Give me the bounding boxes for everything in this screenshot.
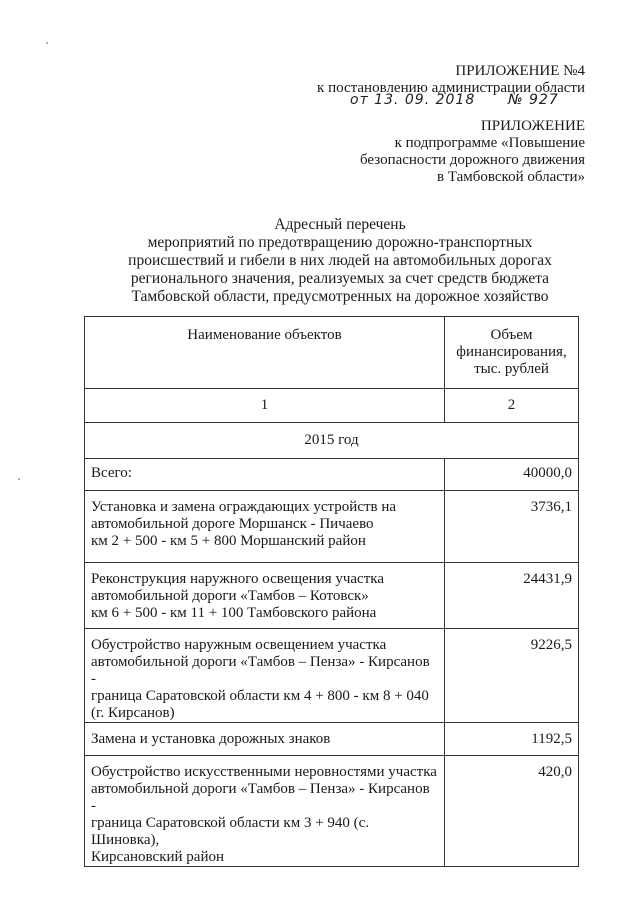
doc-title <box>60 216 620 306</box>
appendix-title: ПРИЛОЖЕНИЕ №4 <box>455 63 585 79</box>
object-name-line: Установка и замена ограждающих устройств на <box>91 499 397 515</box>
doc-title-line2: мероприятий по предотвращению дорожно-транспортных <box>147 234 533 251</box>
table-row <box>85 723 579 756</box>
object-name-line: Всего: <box>91 465 132 481</box>
header-row <box>85 317 579 389</box>
scan-speck <box>18 478 20 480</box>
object-name-cell <box>85 491 445 563</box>
object-name-line: граница Саратовской области км 4 + 800 - км 8 + 040 <box>91 688 429 704</box>
object-name-cell <box>85 563 445 629</box>
object-name-line: граница Саратовской области км 3 + 940 (с. Шиновка), <box>91 815 370 848</box>
subappendix-title: ПРИЛОЖЕНИЕ <box>480 118 585 134</box>
doc-title-line4: регионального значения, реализуемых за счет средств бюджета <box>130 270 550 287</box>
subappendix-line1: к подпрограмме «Повышение <box>394 135 585 151</box>
financing-value: 3736,1 <box>445 491 579 563</box>
doc-title-line5: Тамбовской области, предусмотренных на дорожное хозяйство <box>131 288 549 305</box>
object-name-line: км 6 + 500 - км 11 + 100 Тамбовского района <box>91 605 377 621</box>
object-name-line: км 2 + 500 - км 5 + 800 Моршанский район <box>91 533 366 549</box>
object-name-line: Замена и установка дорожных знаков <box>91 731 331 747</box>
object-name-cell <box>85 723 445 756</box>
objects-table <box>84 316 579 867</box>
object-name-line: автомобильной дороги «Тамбов – Пенза» - Кирсанов - <box>91 781 430 814</box>
doc-title-line1: Адресный перечень <box>274 216 406 233</box>
doc-title-line3: происшествий и гибели в них людей на автомобильных дорогах <box>128 252 552 269</box>
object-name-line: Обустройство наружным освещением участка <box>91 637 387 653</box>
appendix-resolution: к постановлению администрации области <box>317 80 585 96</box>
table-row <box>85 756 579 867</box>
object-name-cell <box>85 459 445 491</box>
financing-value: 9226,5 <box>445 629 579 723</box>
col2-header-line2: финансирования, <box>456 344 567 360</box>
object-name-line: автомобильной дороге Моршанск - Пичаево <box>91 516 374 532</box>
handwritten-date: от 13. 09. 2018 <box>350 92 476 108</box>
year-label: 2015 год <box>85 423 579 459</box>
col2-header-line3: тыс. рублей <box>474 361 549 377</box>
col1-number: 1 <box>85 389 445 423</box>
object-name-line: (г. Кирсанов) <box>91 705 175 721</box>
table-row <box>85 563 579 629</box>
object-name-cell <box>85 629 445 723</box>
table-row <box>85 629 579 723</box>
year-row <box>85 423 579 459</box>
col1-header: Наименование объектов <box>85 317 445 389</box>
scan-speck <box>46 42 48 44</box>
subappendix-line3: в Тамбовской области» <box>436 169 585 185</box>
financing-value: 1192,5 <box>445 723 579 756</box>
object-name-line: Обустройство искусственными неровностями участка <box>91 764 437 780</box>
col2-header-line1: Объем <box>490 327 533 343</box>
handwritten-number: № 927 <box>508 92 559 108</box>
object-name-line: Кирсановский район <box>91 849 225 865</box>
financing-value: 420,0 <box>445 756 579 867</box>
object-name-line: автомобильной дороги «Тамбов – Пенза» - Кирсанов - <box>91 654 430 687</box>
col2-number: 2 <box>445 389 579 423</box>
object-name-line: Реконструкция наружного освещения участка <box>91 571 384 587</box>
col2-header <box>445 317 579 389</box>
object-name-cell <box>85 756 445 867</box>
object-name-line: автомобильной дороги «Тамбов – Котовск» <box>91 588 369 604</box>
subappendix-line2: безопасности дорожного движения <box>359 152 585 168</box>
table-row <box>85 491 579 563</box>
financing-value: 24431,9 <box>445 563 579 629</box>
financing-value: 40000,0 <box>445 459 579 491</box>
column-number-row <box>85 389 579 423</box>
table-row <box>85 459 579 491</box>
table-body <box>85 459 579 867</box>
